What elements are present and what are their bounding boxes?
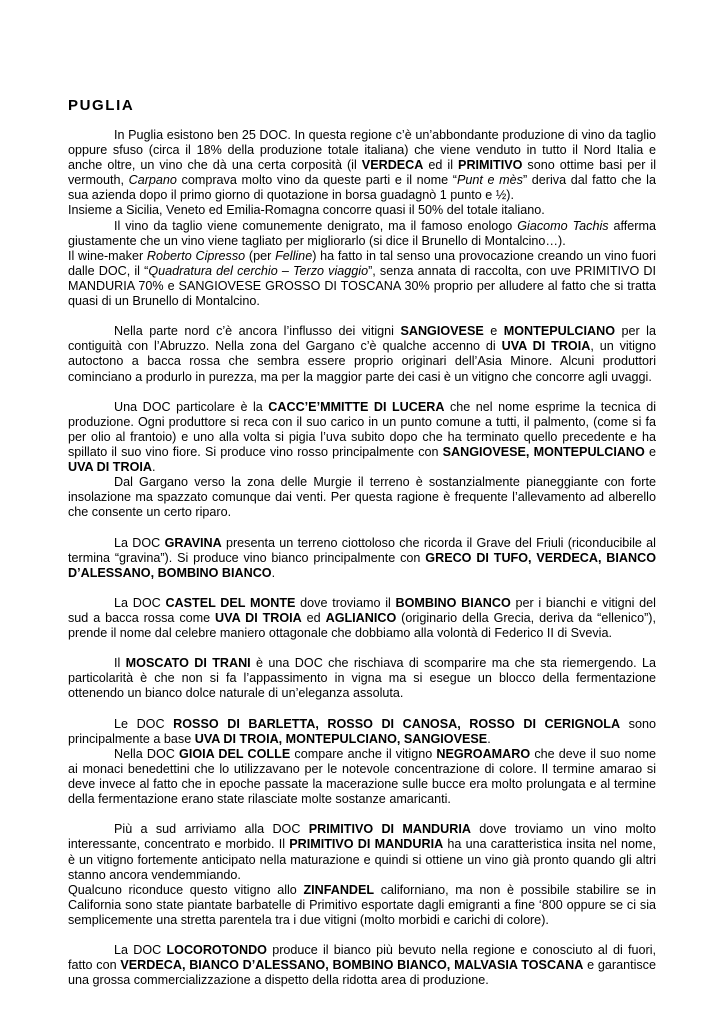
text-run: . [487,731,491,746]
bold-term: ROSSO DI BARLETTA, ROSSO DI CANOSA, ROSSO DI CERIGNOLA [173,716,621,731]
text-run: compare anche il vitigno [290,746,437,761]
paragraph-gioia-del-colle [68,747,656,807]
bold-term: PRIMITIVO DI MANDURIA [289,837,444,852]
bold-term: LOCOROTONDO [166,943,267,958]
text-run: ed [301,611,326,625]
text-run: californiano, ma non è possibile stabilire se in California sono state piantate barbatelle di Primitivo esportate dagli emigranti a fine ‘800 oppure se ci sia semplicemente una stretta parentela tra i due vitigni (molto morbidi e carichi di colore). [68,882,656,927]
text-run: La DOC [114,943,167,958]
bold-term: UVA DI TROIA [501,339,591,354]
page-title: PUGLIA [68,97,135,114]
text-run: è una DOC che rischiava di scomparire ma che sta riemergendo. La particolarità è che non si fa l’appassimento in vigna ma si esegue un blocco della fermentazione ottenendo un bianco dolce naturale di un’eleganza assoluta. [68,656,656,701]
bold-term: GIOIA DEL COLLE [179,746,291,761]
bold-term: MOSCATO DI TRANI [125,656,251,671]
bold-term: VERDECA, BIANCO D’ALESSANO, BOMBINO BIANCO, MALVASIA TOSCANA [120,958,584,973]
text-run: e garantisce una grossa commercializzazione a dispetto della ridotta area di produzione. [68,958,656,988]
text-run: Il vino da taglio viene comunemente denigrato, ma il famoso enologo [114,218,518,233]
text-run: In Puglia esistono ben 25 DOC. In questa regione c’è un’abbondante produzione di vino da taglio oppure sfuso (circa il 18% della produzione totale italiana) che viene venduto in tutto il Nord Italia e anche oltre, un vino che dà una certa corposità (il [68,128,656,173]
text-run: sono ottime basi per il vermouth, [68,158,657,188]
text-run: per la contiguità con l’Abruzzo. Nella zona del Gargano c’è qualche accenno di [68,324,656,354]
text-run: e [644,444,656,459]
paragraph-lucera [68,400,656,475]
document-body [68,128,656,988]
text-run: comprava molto vino da queste parti e il nome “ [176,173,457,188]
text-run: Nella DOC [114,746,180,761]
bold-term: CASTEL DEL MONTE [165,595,296,610]
text-run: che nel nome esprime la tecnica di produzione. Ogni produttore si reca con il suo carico in un punto comune a tutti, il palmento, (come si fa per olio al frantoio) e uno alla volta si pigia l’uva subito dopo che ha terminato quello precedente e ha spillato il suo vino fiore. Si produce vino rosso principalmente con [68,399,656,459]
bold-term: GRECO DI TUFO, VERDECA, BIANCO D’ALESSANO, BOMBINO BIANCO [68,550,656,580]
text-run: La DOC [114,595,166,610]
text-run: ed il [423,158,459,173]
bold-term: MONTEPULCIANO [503,324,615,339]
italic-term: Carpano [128,173,177,188]
italic-term: Roberto Cipresso [146,248,246,263]
paragraph-vino-da-taglio [68,219,656,249]
text-run: (originario della Grecia, deriva da “ellenico”), prende il nome dal celebre maniero ottagonale che dobbiamo alla volontà di Federico II di Svevia. [68,611,656,641]
text-run: . [271,565,276,580]
text-run: che deve il suo nome ai monaci benedettini che lo utilizzavano per le notevole concentrazione di colore. Il termine amarao si deve invece al fatto che in epoche passate la macerazione sulle bucce era molto prolungata e al termine della fermentazione erano state rilasciate molte sostanze amaricanti. [68,746,657,807]
italic-term: Punt e mès [457,173,523,188]
bold-term: AGLIANICO [325,611,397,625]
text-run: ” deriva dal fatto che la sua azienda dopo il primo giorno di quotazione in borsa guadagnò 1 punto e ½). [68,173,656,203]
text-run: Insieme a Sicilia, Veneto ed Emilia-Romagna concorre quasi il 50% del totale italiano. [68,203,545,218]
text-run: (per [245,248,276,263]
italic-term: Quadratura del cerchio – Terzo viaggio [148,263,369,278]
paragraph-share [68,203,656,218]
paragraph-intro [68,128,656,203]
text-run: Il [114,656,126,671]
bold-term: SANGIOVESE [400,324,484,339]
text-run: ha una caratteristica insita nel nome, è un vitigno fortemente anticipato nella maturazione e quindi si ottiene un vino già pronto quando gli altri stanno ancora vendemmiando. [68,837,656,882]
paragraph-primitivo-di-manduria [68,822,656,882]
italic-term: Giacomo Tachis [517,218,609,233]
text-run: Il wine-maker [68,248,147,263]
bold-term: BOMBINO BIANCO [395,595,511,610]
text-run: presenta un terreno ciottoloso che ricorda il Grave del Friuli (riconducibile al termina “gravina”). Si produce vino bianco principalmente con [68,535,656,565]
bold-term: SANGIOVESE, MONTEPULCIANO [442,444,645,459]
bold-term: UVA DI TROIA [215,611,302,625]
bold-term: CACC’E’MMITTE DI LUCERA [268,399,445,414]
text-run: sono principalmente a base [68,716,656,746]
paragraph-rossi [68,717,656,747]
paragraph-murgie [68,475,656,520]
paragraph-wine-maker [68,249,656,309]
bold-term: VERDECA [361,158,424,173]
bold-term: PRIMITIVO DI MANDURIA [308,822,471,837]
bold-term: NEGROAMARO [436,746,531,761]
text-run: Una DOC particolare è la [114,399,269,414]
paragraph-moscato-di-trani [68,656,656,701]
text-run: ”, senza annata di raccolta, con uve PRIMITIVO DI MANDURIA 70% e SANGIOVESE GROSSO DI TOSCANA 30% proprio per alludere al fatto che si tratta quasi di un Brunello di Montalcino. [68,263,656,309]
text-run: La DOC [114,535,165,550]
text-run: dove troviamo un vino molto interessante, concentrato e morbido. Il [68,822,656,852]
bold-term: PRIMITIVO [458,158,523,173]
bold-term: ZINFANDEL [303,882,375,897]
text-run: per i bianchi e vitigni del sud a bacca rossa come [68,595,656,625]
paragraph-castel-del-monte [68,596,656,641]
paragraph-nord [68,324,656,384]
text-run: , un vitigno autoctono a bacca rossa che sembra essere proprio originari dell’Asia Minore. Alcuni produttori cominciano a produrlo in purezza, ma per la maggior parte dei casi è un vitigno che concorre agli uvaggi. [68,339,656,384]
paragraph-gravina [68,536,656,581]
paragraph-locorotondo [68,943,656,988]
text-run: ) ha fatto in tal senso una provocazione creando un vino fuori dalle DOC, il “ [68,248,656,278]
text-run: Dal Gargano verso la zona delle Murgie il terreno è sostanzialmente pianeggiante con forte insolazione ma spazzato comunque dai venti. Per questa ragione è frequente l’allevamento ad alberello che consente un certo riparo. [68,475,656,520]
text-run: Nella parte nord c’è ancora l’influsso dei vitigni [114,324,401,339]
text-run: dove troviamo il [295,595,396,610]
text-run: . [151,460,156,475]
bold-term: UVA DI TROIA [68,460,152,475]
text-run: Qualcuno riconduce questo vitigno allo [68,882,304,897]
bold-term: UVA DI TROIA, MONTEPULCIANO, SANGIOVESE [194,731,488,746]
text-run: produce il bianco più bevuto nella regione e conosciuto al di fuori, fatto con [68,943,656,973]
bold-term: GRAVINA [164,535,222,550]
text-run: Le DOC [114,716,174,731]
paragraph-zinfandel [68,883,656,928]
text-run: e [483,324,504,339]
text-run: afferma giustamente che un vino viene tagliato per migliorarlo (si dice il Brunello di Montalcino…). [68,218,656,248]
text-run: Più a sud arriviamo alla DOC [114,822,309,837]
italic-term: Felline [275,248,313,263]
